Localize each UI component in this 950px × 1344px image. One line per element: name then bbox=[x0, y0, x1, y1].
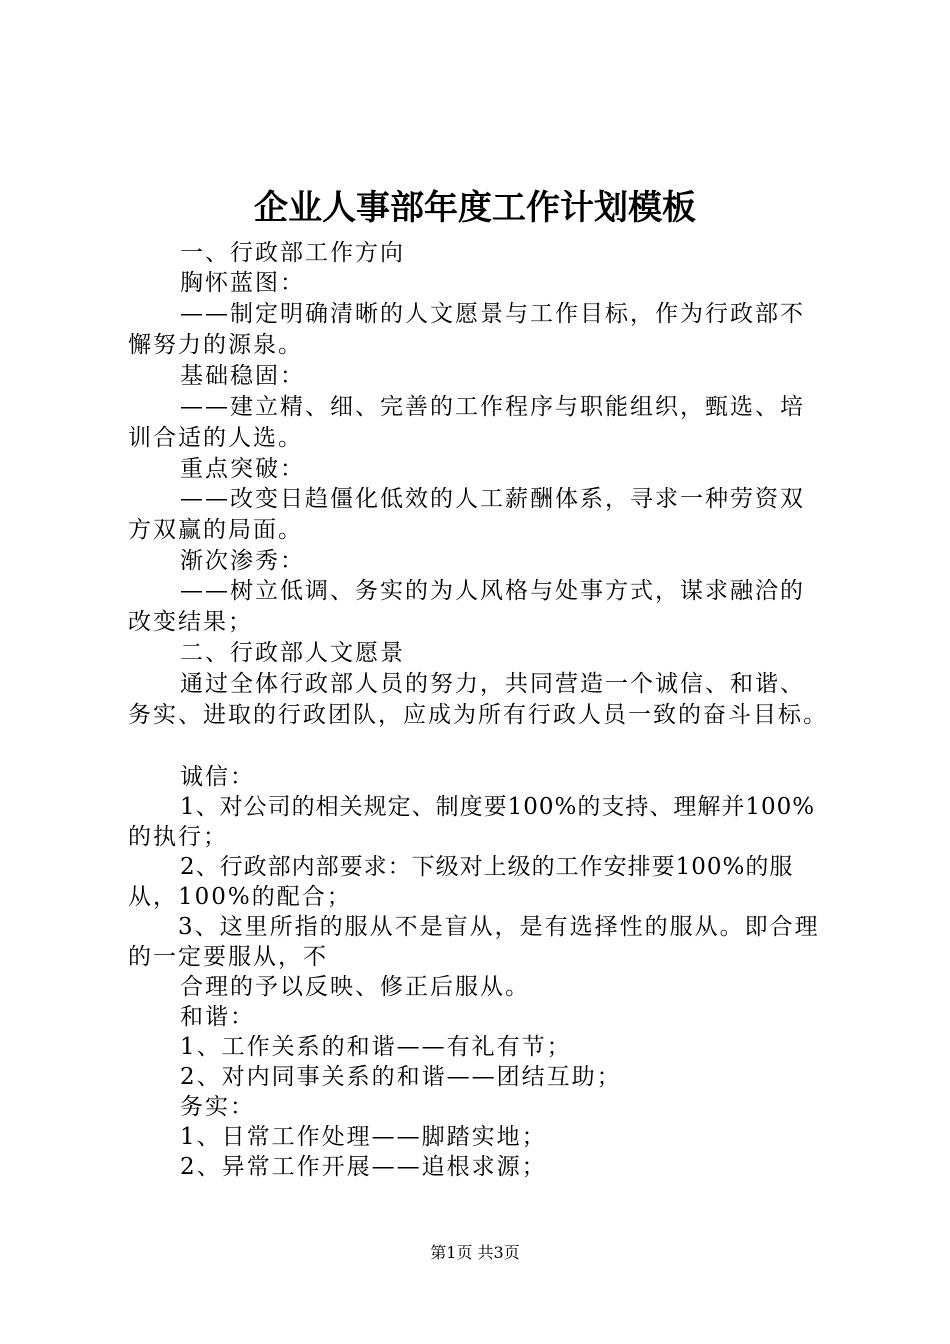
document-title: 企业人事部年度工作计划模板 bbox=[254, 188, 696, 228]
list-item: 1、工作关系的和谐——有礼有节； bbox=[180, 1034, 572, 1060]
paragraph-line: 的一定要服从，不 bbox=[128, 944, 328, 970]
list-item: 1、对公司的相关规定、制度要100%的支持、理解并100% bbox=[180, 794, 816, 820]
section-heading-2: 二、行政部人文愿景 bbox=[180, 640, 405, 666]
list-item: 2、异常工作开展——追根求源； bbox=[180, 1154, 547, 1180]
page-footer: 第1页 共3页 bbox=[430, 1243, 520, 1262]
subheading-foundation: 基础稳固： bbox=[180, 363, 305, 389]
list-item: 2、对内同事关系的和谐——团结互助； bbox=[180, 1064, 622, 1090]
paragraph-line: 训合适的人选。 bbox=[128, 425, 303, 451]
list-item: 3、这里所指的服从不是盲从，是有选择性的服从。即合理 bbox=[178, 914, 820, 940]
paragraph-line: ——改变日趋僵化低效的人工薪酬体系，寻求一种劳资双 bbox=[180, 486, 805, 512]
subheading-integrity: 诚信： bbox=[180, 764, 255, 790]
paragraph-line: 改变结果； bbox=[128, 609, 253, 635]
subheading-harmony: 和谐： bbox=[180, 1004, 255, 1030]
list-item: 2、行政部内部要求：下级对上级的工作安排要100%的服 bbox=[180, 854, 794, 880]
subheading-blueprint: 胸怀蓝图： bbox=[180, 270, 305, 296]
list-item: 1、日常工作处理——脚踏实地； bbox=[180, 1124, 547, 1150]
subheading-gradual: 渐次渗秀： bbox=[180, 548, 305, 574]
subheading-pragmatism: 务实： bbox=[180, 1094, 255, 1120]
paragraph-line: 的执行； bbox=[128, 824, 228, 850]
paragraph-line: 务实、进取的行政团队，应成为所有行政人员一致的奋斗目标。 bbox=[128, 702, 828, 728]
paragraph-line: 合理的予以反映、修正后服从。 bbox=[180, 974, 530, 1000]
section-heading-1: 一、行政部工作方向 bbox=[180, 240, 405, 266]
paragraph-line: 方双赢的局面。 bbox=[128, 517, 303, 543]
paragraph-line: 从，100%的配合； bbox=[128, 884, 352, 910]
paragraph-line: 通过全体行政部人员的努力，共同营造一个诚信、和谐、 bbox=[180, 671, 805, 697]
paragraph-line: 懈努力的源泉。 bbox=[128, 332, 303, 358]
paragraph-line: ——树立低调、务实的为人风格与处事方式，谋求融洽的 bbox=[180, 578, 805, 604]
paragraph-line: ——建立精、细、完善的工作程序与职能组织，甄选、培 bbox=[180, 394, 805, 420]
subheading-breakthrough: 重点突破： bbox=[180, 456, 305, 482]
paragraph-line: ——制定明确清晰的人文愿景与工作目标，作为行政部不 bbox=[180, 301, 805, 327]
